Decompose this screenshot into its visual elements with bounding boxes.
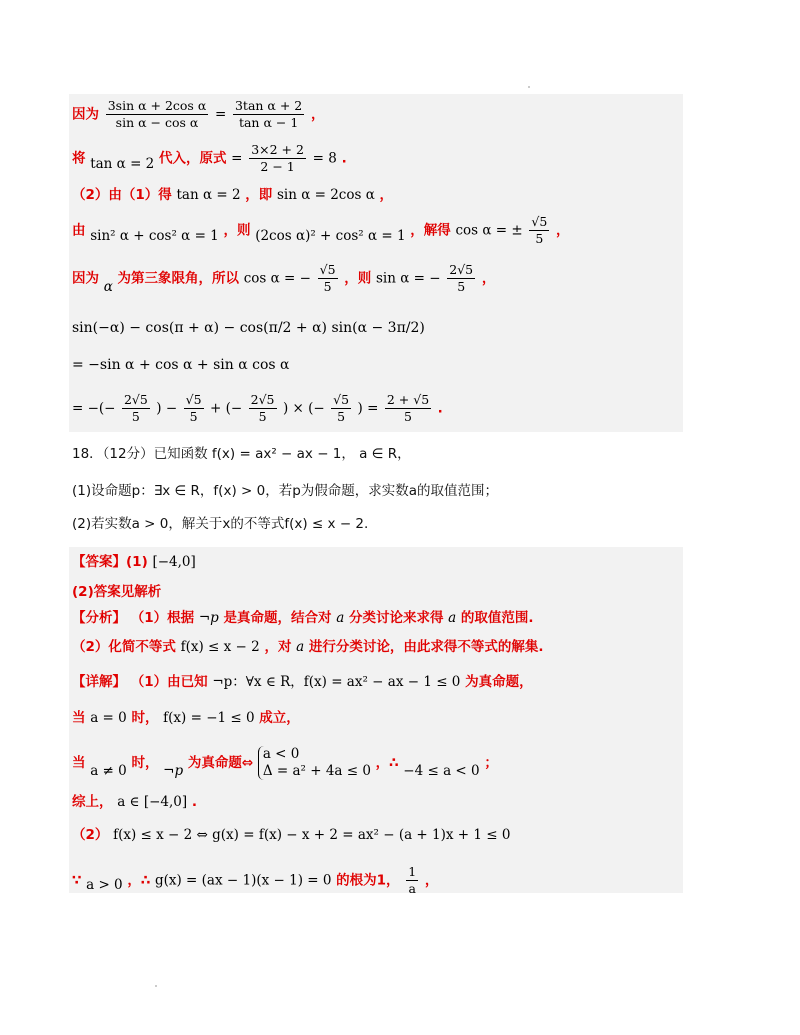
fraction [233,98,304,131]
text: 成立， [259,710,300,726]
text: . [191,794,197,810]
math: (2cos α)² + cos² α = 1 [255,227,406,244]
text: 因为 [72,270,99,287]
text: 由 [72,222,86,239]
math: f(x) ≤ x − 2 [180,639,260,655]
detail-line-2 [72,708,300,728]
math: f(x) = −1 ≤ 0 [163,710,255,726]
p1-line6: sin(−α) − cos(π + α) − cos(π/2 + α) sin(α − 3π/2) [72,320,425,336]
denominator: 5 [337,409,346,424]
text: 因为 [72,106,99,123]
text: 为第三象限角，所以 [117,270,240,287]
equals: = [231,150,243,167]
math [163,763,183,779]
var-a: a [296,639,305,655]
var-a: a [336,610,345,626]
math: a = 0 [90,710,127,726]
text: ，即 [245,187,273,203]
equals: = [214,106,227,123]
math: = 8 [312,150,337,167]
math [199,610,219,626]
text: ，∴ [375,755,399,771]
p1-line2 [72,142,347,175]
fraction [529,214,549,247]
numerator: 3×2 + 2 [251,142,304,157]
math: sin² α + cos² α = 1 [90,227,219,244]
text: . [341,150,347,167]
math [104,279,113,295]
math: ¬p：∀x ∈ R，f(x) = ax² − ax − 1 ≤ 0 [212,674,461,690]
inequality: a < 0 [262,746,300,762]
detail-line-6 [72,864,438,897]
text: （1）由已知 [130,674,208,690]
math: f(x) ≤ x − 2 ⇔ g(x) = f(x) − x + 2 = ax² − (a + 1)x + 1 ≤ 0 [113,827,511,843]
detail-line-4 [72,792,197,812]
text: ， [424,872,439,889]
text: ，解得 [410,222,451,239]
text: ， [556,222,570,239]
numerator: 3tan α + 2 [234,98,303,113]
fraction [249,392,277,425]
alpha: α [103,278,113,295]
text: ，则 [344,270,372,287]
math: ) × (− [282,400,325,417]
text: 分类讨论来求得 [348,610,444,626]
math: g(x) = (ax − 1)(x − 1) = 0 [154,872,332,889]
fraction [385,392,431,425]
numerator: 2√5 [449,262,474,277]
fraction [331,392,351,425]
numerator: √5 [185,392,202,407]
text: ， [310,106,325,123]
p1-line1 [72,98,324,131]
text: . [437,400,443,417]
numerator: 2√5 [123,392,148,407]
math: a > 0 [86,876,123,893]
text: 进行分类讨论，由此求得不等式的解集. [308,639,544,655]
math [296,639,304,655]
text: （2）化简不等式 [72,639,176,655]
fraction [447,262,475,295]
numerator: √5 [319,262,336,277]
text: ， [481,270,496,287]
p1-line4 [72,214,570,247]
math: a ∈ [−4,0] [117,794,188,810]
fraction [122,392,150,425]
text: 的取值范围. [460,610,534,626]
denominator: 2 − 1 [260,159,295,174]
question-18: 18．（12分）已知函数 f(x) = ax² − ax − 1， a ∈ R， [72,446,411,462]
text: 当 [72,755,86,771]
answer-label: 【答案】(1) [72,554,148,570]
numerator: 1 [408,864,417,879]
math: = −(− [72,400,116,417]
p1-line7: = −sin α + cos α + sin α cos α [72,357,290,373]
analysis-line-1 [72,608,534,628]
text: 综上， [72,794,113,810]
text: 当 [72,710,86,726]
math: cos α = ± [455,222,523,239]
question-18-part2: (2)若实数a > 0，解关于x的不等式f(x) ≤ x − 2. [72,516,369,532]
math: −4 ≤ a < 0 [403,763,480,779]
text: 代入，原式 [158,150,227,167]
text: ，对 [264,639,292,655]
text: 将 [72,150,86,167]
denominator: sin α − cos α [115,115,199,130]
math: sin α = − [376,270,441,287]
fraction [318,262,338,295]
p1-line5 [72,262,495,295]
text: 为真命题， [465,674,533,690]
text: （1）根据 [130,610,195,626]
not-p: ¬p [163,763,184,779]
denominator: 5 [258,409,267,424]
numerator: 2√5 [250,392,275,407]
numerator: √5 [531,214,548,229]
math: ) = [357,400,379,417]
p1-line3 [72,185,393,205]
denominator: 5 [131,409,140,424]
page-speck [155,985,157,987]
math: [−4,0] [152,554,196,570]
fraction [106,98,209,131]
denominator: 5 [404,409,412,424]
fraction [406,864,418,897]
fraction [184,392,204,425]
text: 为真命题⇔ [187,755,254,771]
text: （2） [72,827,109,843]
numerator: √5 [333,392,350,407]
var-a: a [448,610,457,626]
detail-line-5 [72,825,510,845]
detail-line-3 [72,746,498,782]
math: ) − [156,400,178,417]
math [336,610,344,626]
inequality: Δ = a² + 4a ≤ 0 [262,763,371,779]
text: ； [484,755,498,771]
numerator: 2 + √5 [386,392,430,407]
denominator: 5 [323,279,332,294]
text: （2）由（1）得 [72,187,172,203]
text: ，∴ [127,872,151,889]
math: sin α = 2cos α [276,187,375,203]
p1-line8 [72,392,443,425]
denominator: 5 [535,231,544,246]
denominator: tan α − 1 [238,115,299,130]
denominator: 5 [189,409,198,424]
answer-line-2: (2)答案见解析 [72,584,162,600]
text: 时， [131,755,159,771]
math: cos α = − [243,270,311,287]
text: ， [379,187,394,203]
question-18-part1: (1)设命题p：∃x ∈ R，f(x) > 0，若p为假命题，求实数a的取值范围； [72,483,499,499]
math: tan α = 2 [90,155,155,172]
numerator: 3sin α + 2cos α [107,98,207,113]
math: + (− [209,400,243,417]
text: 的根为1， [336,872,400,889]
denominator: a [408,881,416,896]
denominator: 5 [457,279,466,294]
detail-label: 【详解】 [72,674,126,690]
answer-line [72,552,196,572]
analysis-line-2 [72,637,544,657]
system-of-inequalities [258,746,371,780]
analysis-label: 【分析】 [72,610,126,626]
text: ∵ [72,872,82,889]
text: 是真命题，结合对 [223,610,332,626]
fraction [249,142,306,175]
not-p: ¬p [198,610,219,626]
detail-line-1 [72,672,533,692]
text: ，则 [223,222,251,239]
math [448,610,456,626]
page-speck [528,86,530,88]
text: 时， [131,710,159,726]
math: a ≠ 0 [90,763,127,779]
math: tan α = 2 [176,187,241,203]
